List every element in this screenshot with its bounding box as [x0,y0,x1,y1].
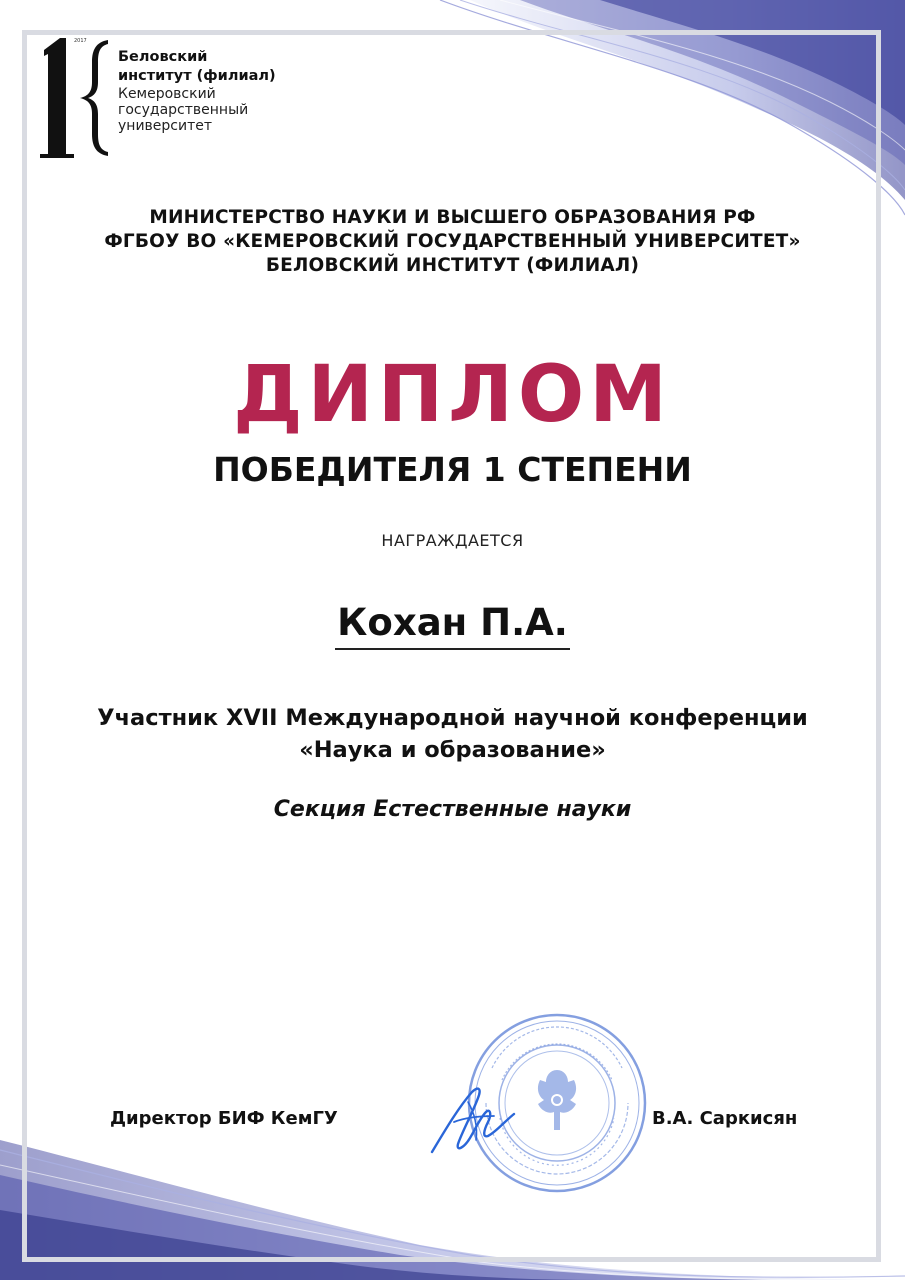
diploma-subtitle: ПОБЕДИТЕЛЯ 1 СТЕПЕНИ [213,450,692,489]
issuer-header [0,206,905,278]
logo-line-3: Кемеровский [118,86,216,102]
diploma-title: ДИПЛОМ [233,350,672,440]
participation-line-1: Участник XVII Международной научной конференции [97,705,808,731]
recipient-block [0,600,905,650]
header-institute: БЕЛОВСКИЙ ИНСТИТУТ (ФИЛИАЛ) [265,255,640,276]
logo-line-5: университет [118,118,213,134]
logo-line-4: государственный [118,102,249,118]
institute-logo [38,36,278,166]
handwritten-signature-icon [424,1082,534,1158]
signatory-position: Директор БИФ КемГУ [110,1108,338,1129]
section-name: Секция Естественные науки [273,797,632,822]
participation-line-2: «Наука и образование» [299,737,606,763]
awarded-label: НАГРАЖДАЕТСЯ [381,531,524,550]
signatory-name: В.А. Саркисян [652,1108,798,1129]
institute-logo-icon [38,36,114,160]
recipient-name: Кохан П.А. [335,600,570,650]
header-ministry: МИНИСТЕРСТВО НАУКИ И ВЫСШЕГО ОБРАЗОВАНИЯ РФ [149,207,756,228]
header-university: ФГБОУ ВО «КЕМЕРОВСКИЙ ГОСУДАРСТВЕННЫЙ УНИВЕРСИТЕТ» [104,231,801,252]
participation-text [0,702,905,766]
logo-line-1: Беловский [118,49,208,65]
logo-line-2: институт (филиал) [118,68,276,84]
logo-year: 2017 [74,38,87,44]
logo-text [118,48,276,134]
